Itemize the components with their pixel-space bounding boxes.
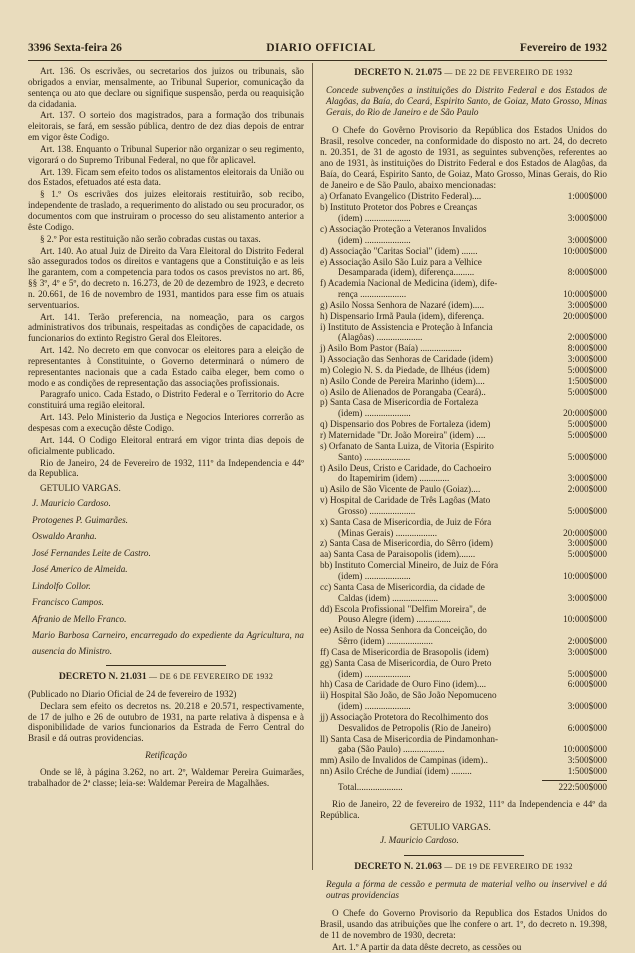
article-paragraph: Art. 143. Pelo Ministerio da Justiça e Negocios Interiores correrão as despesas com a execução dêste Codigo. <box>28 412 304 433</box>
grant-institution: l) Associação das Senhoras de Caridade (idem) <box>320 354 493 365</box>
grant-row <box>320 647 607 658</box>
grant-row <box>320 202 607 224</box>
article-paragraph: Art. 138. Enquanto o Tribunal Superior não organizar o seu regimento, vigorará o do Supremo Tribunal Federal, no que fôr aplicavel. <box>28 143 304 165</box>
decree-article: Art. 1.º A partir da data dêste decreto, as cessões ou <box>332 941 522 952</box>
grant-row <box>320 311 607 322</box>
signature-name: Afranio de Mello Franco. <box>32 613 127 624</box>
article-paragraph: Rio de Janeiro, 24 de Fevereiro de 1932, 111º da Independencia e 44º da Republica. <box>28 457 304 479</box>
decree-articles <box>28 66 304 479</box>
decree-summary: Regula a fórma de cessão e permuta de material velho ou inservivel e dá outras providencias <box>326 878 607 900</box>
grant-institution: hh) Casa de Caridade de Ouro Fino (idem).... <box>320 679 487 690</box>
page-header <box>28 42 607 58</box>
grant-institution: h) Dispensario Irmã Paula (idem), diferença. <box>320 310 485 321</box>
grant-institution: i) Instituto de Assistencia e Proteção à Infancia <box>320 321 493 332</box>
grant-row <box>320 560 607 582</box>
grant-amount: 10:000$000 <box>563 614 607 625</box>
grant-row <box>320 191 607 202</box>
grant-institution: dd) Escola Profissional "Delfim Moreira", de <box>320 603 487 614</box>
grant-institution: s) Orfanato de Santa Luiza, de Vitoria (Espirito <box>320 440 494 451</box>
grant-institution-cont: (idem) .................... <box>338 213 411 224</box>
signature-name: Oswaldo Aranha. <box>32 531 97 542</box>
grant-institution-cont: Sêrro (idem) .................... <box>338 636 433 647</box>
total-label: Total.................... <box>338 782 403 792</box>
grant-institution: d) Associação "Caritas Social" (idem) ....... <box>320 245 478 256</box>
grant-institution-cont: Desamparada (idem), diferença......... <box>338 267 475 278</box>
grant-institution: e) Associação Asilo São Luiz para a Velhice <box>320 256 482 267</box>
grant-institution: nn) Asilo Créche de Jundiaí (idem) ......... <box>320 766 472 777</box>
signature-name: José Fernandes Leite de Castro. <box>32 547 151 558</box>
right-column <box>320 66 607 952</box>
grant-amount: 5:000$000 <box>567 430 607 440</box>
grant-amount: 10:000$000 <box>563 245 607 256</box>
grant-institution: b) Instituto Protetor dos Pobres e Creanças <box>320 202 478 213</box>
decree-preamble: O Chefe do Governo Provisorio da Republica dos Estados Unidos do Brasil, usando das atribuições que lhe confere o art. 1º, do decreto n. 19.398, de 11 de novembro de 1930, decreta: <box>320 908 607 941</box>
article-paragraph: Paragrafo unico. Cada Estado, o Distrito Federal e o Territorio do Acre constituirá uma região eleitoral. <box>28 389 304 411</box>
grant-institution: c) Associação Proteção a Veteranos Invalidos <box>320 223 487 234</box>
grant-amount: 20:000$000 <box>563 408 607 419</box>
grant-row <box>320 517 607 539</box>
grant-institution: o) Asilo de Alienados de Porangaba (Ceará).. <box>320 386 486 397</box>
grant-amount: 3:000$000 <box>567 592 607 603</box>
grant-institution-cont: (idem) .................... <box>338 570 411 581</box>
total-value: 222:500$000 <box>558 782 607 792</box>
rectification-title: Retificação <box>145 750 187 761</box>
grant-row <box>320 658 607 680</box>
grant-row <box>320 387 607 398</box>
grant-amount: 1:000$000 <box>567 191 607 202</box>
grant-row <box>320 430 607 441</box>
signature-name: Protogenes P. Guimarães. <box>32 514 128 525</box>
grant-amount: 3:000$000 <box>567 701 607 712</box>
grant-amount: 3:000$000 <box>567 299 607 310</box>
grant-amount: 2:000$000 <box>567 332 607 343</box>
header-left: 3396 Sexta-feira 26 <box>28 42 122 54</box>
grant-amount: 3:000$000 <box>567 646 607 657</box>
grant-amount: 3:000$000 <box>567 213 607 224</box>
article-paragraph: Art. 140. Ao atual Juiz de Direito da Vara Eleitoral do Distrito Federal são assegurados todos os direitos e vantagens que a Constituição e as leis lhe garantem, com a competencia para todos os casos previstos no art. 86, §§ 3º, 4º e 5º, do decreto n. 16.273, de 20 de dezembro de 1923, e decreto n. 20.661, de 16 de novembro de 1931, mantidos para esse fim os atuais serventuarios. <box>28 245 304 310</box>
grant-amount: 10:000$000 <box>563 744 607 755</box>
grant-institution-cont: Caldas (idem) .................... <box>338 592 439 603</box>
article-paragraph: Art. 137. O sorteio dos magistrados, para a formação dos tribunais eleitorais, se fará, em sessão pública, dentro de dez dias depois de entrar em vigor êste Codigo. <box>28 110 304 143</box>
grant-institution: mm) Asilo de Invalidos de Campinas (idem).. <box>320 755 488 766</box>
grant-amount: 3:000$000 <box>567 473 607 484</box>
grant-institution-cont: (Alagôas) .................... <box>338 332 423 343</box>
grant-row <box>320 376 607 387</box>
article-paragraph: Art. 139. Ficam sem efeito todos os alistamentos eleitorais da União ou dos Estados, efetuados até esta data. <box>28 166 304 188</box>
grant-amount: 3:000$000 <box>567 538 607 549</box>
grant-amount: 5:000$000 <box>567 386 607 397</box>
grant-institution: gg) Santa Casa de Misericordia, de Ouro Preto <box>320 657 492 668</box>
grant-institution: u) Asilo de São Vicente de Paulo (Goiaz).... <box>320 484 481 495</box>
article-paragraph: Art. 141. Terão preferencia, na nomeação, para os cargos administrativos dos tribunais, respeitadas as condições de capacidade, os funcionarios do extinto Registro Geral dos Eleitores. <box>28 311 304 344</box>
rectification-body: Onde se lê, à página 3.262, no art. 2º, Waldemar Pereira Guimarães, trabalhador de 2ª classe; leia-se: Waldemar Pereira de Magalhães. <box>28 766 304 788</box>
grant-amount: 5:000$000 <box>567 505 607 516</box>
grant-row <box>320 734 607 756</box>
grant-institution: j) Asilo Bom Pastor (Baía) .................. <box>320 343 462 354</box>
decree-heading: DECRETO N. 21.063 — DE 19 DE FEVEREIRO DE 1932 <box>354 860 573 872</box>
grant-row <box>320 300 607 311</box>
grant-amount: 10:000$000 <box>563 289 607 300</box>
grant-list <box>320 191 607 777</box>
grant-institution: n) Asilo Conde de Pereira Marinho (idem).... <box>320 375 485 386</box>
grant-institution: x) Santa Casa de Misericordia, de Juiz de Fóra <box>320 516 492 527</box>
grant-row <box>320 755 607 766</box>
grant-row <box>320 549 607 560</box>
grant-institution: q) Dispensario dos Pobres de Fortaleza (idem) <box>320 419 491 430</box>
grant-institution-cont: (idem) .................... <box>338 234 411 245</box>
left-column <box>28 66 304 884</box>
grant-row <box>320 278 607 300</box>
article-paragraph: Art. 142. No decreto em que convocar os eleitores para a eleição de representantes à Constituinte, o Governo determinará o número de representantes nacionais que a cada Estado caiba eleger, bem como o modo e as condições de representação das associações profissionais. <box>28 345 304 388</box>
signature-name: J. Mauricio Cardoso. <box>380 835 459 846</box>
decree-preamble: O Chefe do Govêrno Provisorio da República dos Estados Unidos do Brasil, resolve conceder, na conformidade do disposto no art. 24, do decreto n. 20.351, de 31 de agosto de 1931, as seguintes subvenções, referentes ao ano de 1931, às instituições do Distrito Federal e dos Estados de Alagôas, da Baía, do Ceará, Espirito Santo, de Goiaz, Mato Grosso, Minas Gerais, do Rio de Janeiro e de São Paulo, abaixo mencionadas: <box>320 125 607 190</box>
grant-row <box>320 712 607 734</box>
grant-institution: a) Orfanato Evangelico (Distrito Federal).... <box>320 191 482 202</box>
grant-row <box>320 397 607 419</box>
signature-name: GETULIO VARGAS. <box>410 821 491 832</box>
grant-row <box>320 625 607 647</box>
grant-amount: 5:000$000 <box>567 419 607 430</box>
grant-institution: t) Asilo Deus, Cristo e Caridade, do Cachoeiro <box>320 462 492 473</box>
grant-amount: 5:000$000 <box>567 364 607 375</box>
grant-institution-cont: (idem) .................... <box>338 668 411 679</box>
grant-amount: 3:500$000 <box>567 755 607 766</box>
grant-institution: z) Santa Casa de Misericordia, do Sêrro (idem) <box>320 538 493 549</box>
grant-amount: 8:000$000 <box>567 343 607 354</box>
grant-institution: p) Santa Casa de Misericordia de Fortaleza <box>320 397 479 408</box>
grant-amount: 1:500$000 <box>567 766 607 777</box>
decree-closing: Rio de Janeiro, 22 de fevereiro de 1932, 111º da Independencia e 44º da República. <box>320 798 607 820</box>
grant-amount: 6:000$000 <box>567 679 607 690</box>
grant-row <box>320 484 607 495</box>
grant-institution-cont: Desvalidos de Petropolis (Rio de Janeiro) <box>338 722 491 733</box>
grant-institution: ee) Asilo de Nossa Senhora da Conceição, do <box>320 625 487 636</box>
grant-institution-cont: (idem) .................... <box>338 701 411 712</box>
grant-row <box>320 766 607 777</box>
grant-amount: 3:000$000 <box>567 354 607 365</box>
grant-institution-cont: Santo) .................... <box>338 451 411 462</box>
grant-institution: aa) Santa Casa de Paraisopolis (idem)....... <box>320 549 476 560</box>
grant-amount: 5:000$000 <box>567 549 607 560</box>
signature-name: J. Mauricio Cardoso. <box>32 498 111 509</box>
grant-institution: m) Colegio N. S. da Piedade, de Ilhéus (idem) <box>320 364 490 375</box>
grant-row <box>320 365 607 376</box>
signature-block <box>28 483 304 659</box>
grant-institution: ll) Santa Casa de Misericordia de Pindamonhan- <box>320 733 499 744</box>
header-title: DIARIO OFFICIAL <box>266 42 376 54</box>
grant-amount: 1:500$000 <box>567 375 607 386</box>
decree-heading: DECRETO N. 21.031 — DE 6 DE FEVEREIRO DE 1932 <box>58 671 274 683</box>
grant-amount: 5:000$000 <box>567 451 607 462</box>
grant-amount: 2:000$000 <box>567 484 607 495</box>
grant-institution: v) Hospital de Caridade de Três Lagôas (Mato <box>320 495 491 506</box>
grant-amount: 20:000$000 <box>563 527 607 538</box>
grant-amount: 2:000$000 <box>567 636 607 647</box>
signature-name: GETULIO VARGAS. <box>40 483 121 494</box>
grant-institution-cont: Pouso Alegre (idem) ............... <box>338 614 451 625</box>
header-date: Fevereiro de 1932 <box>519 42 607 54</box>
grant-amount: 6:000$000 <box>567 722 607 733</box>
grant-amount: 5:000$000 <box>567 668 607 679</box>
grant-row <box>320 246 607 257</box>
total-row <box>320 782 607 793</box>
grant-row <box>320 441 607 463</box>
article-paragraph: § 2.º Por esta restituição não serão cobradas custas ou taxas. <box>40 233 261 244</box>
grant-institution: r) Maternidade "Dr. João Moreira" (idem) .... <box>320 430 486 440</box>
article-paragraph: § 1.º Os escrivães dos juizes eleitorais restituirão, sob recibo, independente de traslado, a requerimento do alistado ou seu procurador, os documentos com que instruiram o processo do seu alistamento anterior a êste Codigo. <box>28 189 304 232</box>
decree-summary: Concede subvenções a instituições do Distrito Federal e dos Estados de Alagôas, da Baía, do Ceará, Espirito Santo, de Goiaz, Mato Grosso, Minas Gerais, do Rio de Janeiro e de São Paulo <box>326 84 607 117</box>
grant-institution-cont: do Itapemirim (idem) ............. <box>338 473 450 484</box>
section-rule <box>106 665 226 666</box>
grant-row <box>320 495 607 517</box>
signature-name: Francisco Campos. <box>32 597 104 608</box>
grant-institution: ff) Casa de Misericordia de Brasopolis (idem) <box>320 646 489 657</box>
grant-institution-cont: Grosso) .................... <box>338 505 416 516</box>
grant-row <box>320 604 607 626</box>
signature-name: Lindolfo Collor. <box>32 580 91 591</box>
grant-row <box>320 322 607 344</box>
article-paragraph: Art. 136. Os escrivães, ou secretarios dos juizos ou tribunais, são obrigados a enviar, mensalmente, ao Tribunal Superior, comunicação da sentença ou ato que declare ou signifique suspensão, perda ou reaquisição da cidadania. <box>28 66 304 109</box>
grant-institution-cont: rença .................... <box>338 289 407 300</box>
grant-row <box>320 343 607 354</box>
total-rule <box>542 780 607 781</box>
grant-row <box>320 257 607 279</box>
signature-name: José Americo de Almeida. <box>32 564 128 575</box>
grant-institution: jj) Associação Protetora do Recolhimento dos <box>320 711 489 722</box>
section-rule <box>404 855 524 856</box>
grant-institution-cont: (Minas Gerais) .................. <box>338 527 438 538</box>
grant-institution: g) Asilo Nossa Senhora de Nazaré (idem)..... <box>320 299 485 310</box>
grant-amount: 20:000$000 <box>563 310 607 321</box>
grant-amount: 10:000$000 <box>563 570 607 581</box>
decree-body: Declara sem efeito os decretos ns. 20.218 e 20.571, respectivamente, de 17 de julho e 26 de outubro de 1931, na parte relativa à dispensa e à disponibilidade de varios funcionarios da Estrada de Ferro Central do Brasil e dá outras providencias. <box>28 700 304 744</box>
grant-row <box>320 679 607 690</box>
grant-institution-cont: gaba (São Paulo) .................. <box>338 744 445 755</box>
header-rule <box>28 60 607 61</box>
grant-row <box>320 419 607 430</box>
grant-row <box>320 690 607 712</box>
grant-row <box>320 463 607 485</box>
grant-row <box>320 354 607 365</box>
grant-row <box>320 538 607 549</box>
grant-institution: cc) Santa Casa de Misericordia, da cidade de <box>320 581 485 592</box>
grant-institution-cont: (idem) .................... <box>338 408 411 419</box>
column-divider <box>312 63 313 870</box>
grant-institution: bb) Instituto Comercial Mineiro, de Juiz de Fóra <box>320 560 499 571</box>
grant-amount: 3:000$000 <box>567 234 607 245</box>
grant-institution: ii) Hospital São João, de São João Nepomuceno <box>320 690 497 701</box>
publication-note: (Publicado no Diario Oficial de 24 de fevereiro de 1932) <box>28 688 237 699</box>
decree-heading: DECRETO N. 21.075 — DE 22 DE FEVEREIRO DE 1932 <box>354 67 573 78</box>
article-paragraph: Art. 144. O Codigo Eleitoral entrará em vigor trinta dias depois de oficialmente publicado. <box>28 434 304 456</box>
grant-row <box>320 224 607 246</box>
grant-row <box>320 582 607 604</box>
grant-institution: f) Academia Nacional de Medicina (idem), dife- <box>320 278 498 289</box>
grant-amount: 8:000$000 <box>567 267 607 278</box>
signature-name: Mario Barbosa Carneiro, encarregado do expediente da Agricultura, na ausencia do Ministro. <box>32 630 304 656</box>
